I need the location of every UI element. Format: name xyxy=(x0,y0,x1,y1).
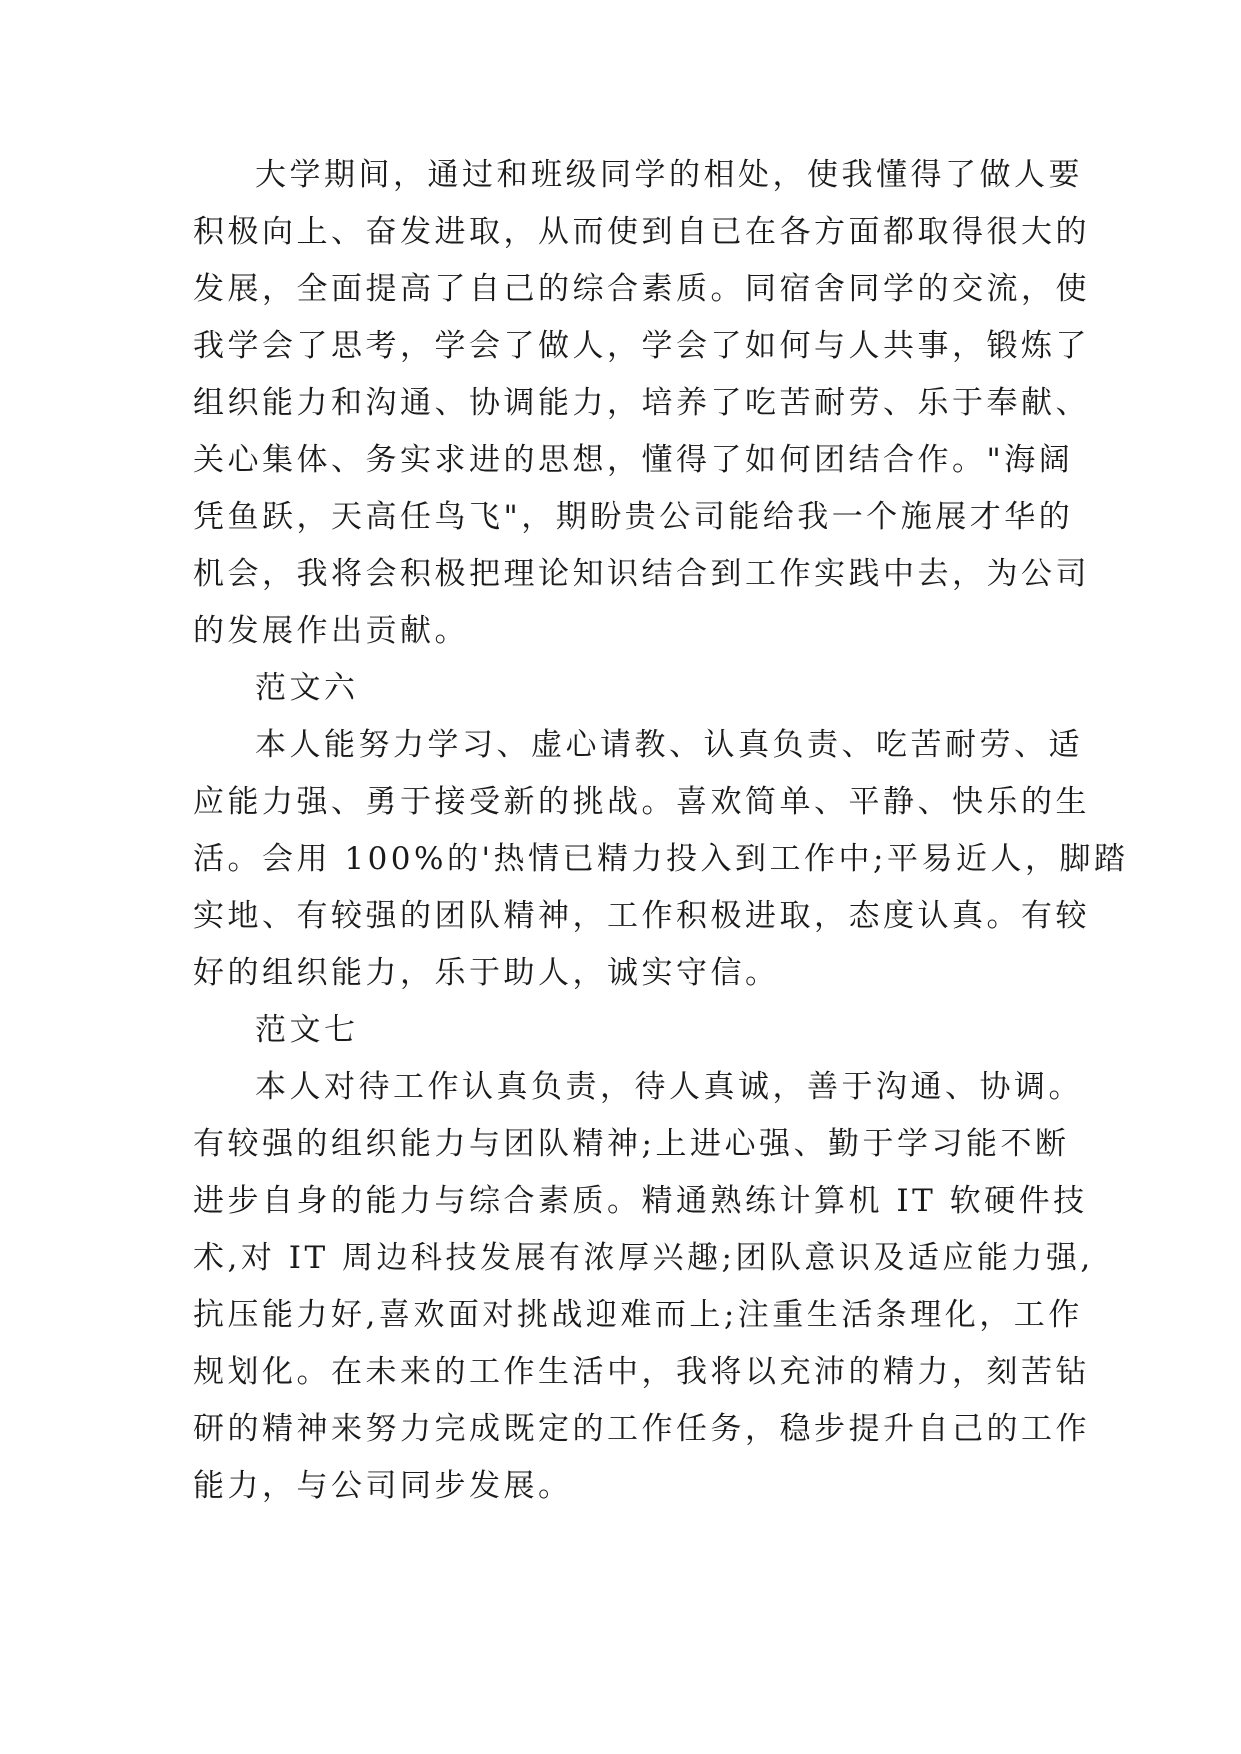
paragraph-line: 有较强的组织能力与团队精神;上进心强、勤于学习能不断 xyxy=(193,1126,1070,1162)
paragraph-line: 好的组织能力，乐于助人，诚实守信。 xyxy=(193,955,780,991)
paragraph-line: 大学期间，通过和班级同学的相处，使我懂得了做人要 xyxy=(255,157,1083,193)
paragraph-line: 关心集体、务实求进的思想，懂得了如何团结合作。"海阔 xyxy=(193,442,1074,478)
paragraph-line: 凭鱼跃，天高任鸟飞"，期盼贵公司能给我一个施展才华的 xyxy=(193,499,1074,535)
paragraph-line: 活。会用 100%的'热情已精力投入到工作中;平易近人，脚踏 xyxy=(193,841,1129,877)
paragraph-line: 机会，我将会积极把理论知识结合到工作实践中去，为公司 xyxy=(193,556,1090,592)
paragraph-line: 积极向上、奋发进取，从而使到自已在各方面都取得很大的 xyxy=(193,214,1090,250)
paragraph-line: 能力，与公司同步发展。 xyxy=(193,1468,573,1504)
paragraph-line: 术,对 IT 周边科技发展有浓厚兴趣;团队意识及适应能力强, xyxy=(193,1240,1094,1276)
paragraph-line: 规划化。在未来的工作生活中，我将以充沛的精力，刻苦钻 xyxy=(193,1354,1090,1390)
paragraph-line: 组织能力和沟通、协调能力，培养了吃苦耐劳、乐于奉献、 xyxy=(193,385,1090,421)
paragraph-line: 本人能努力学习、虚心请教、认真负责、吃苦耐劳、适 xyxy=(255,727,1083,763)
paragraph-line: 我学会了思考，学会了做人，学会了如何与人共事，锻炼了 xyxy=(193,328,1090,364)
paragraph-line: 应能力强、勇于接受新的挑战。喜欢简单、平静、快乐的生 xyxy=(193,784,1090,820)
section-heading: 范文七 xyxy=(255,1012,359,1048)
paragraph-line: 实地、有较强的团队精神，工作积极进取，态度认真。有较 xyxy=(193,898,1090,934)
paragraph-line: 进步自身的能力与综合素质。精通熟练计算机 IT 软硬件技 xyxy=(193,1183,1088,1219)
paragraph-line: 抗压能力好,喜欢面对挑战迎难而上;注重生活条理化，工作 xyxy=(193,1297,1083,1333)
paragraph-line: 研的精神来努力完成既定的工作任务，稳步提升自己的工作 xyxy=(193,1411,1090,1447)
paragraph-line: 发展，全面提高了自己的综合素质。同宿舍同学的交流，使 xyxy=(193,271,1090,307)
section-heading: 范文六 xyxy=(255,670,359,706)
paragraph-line: 本人对待工作认真负责，待人真诚，善于沟通、协调。 xyxy=(255,1069,1083,1105)
paragraph-line: 的发展作出贡献。 xyxy=(193,613,469,649)
